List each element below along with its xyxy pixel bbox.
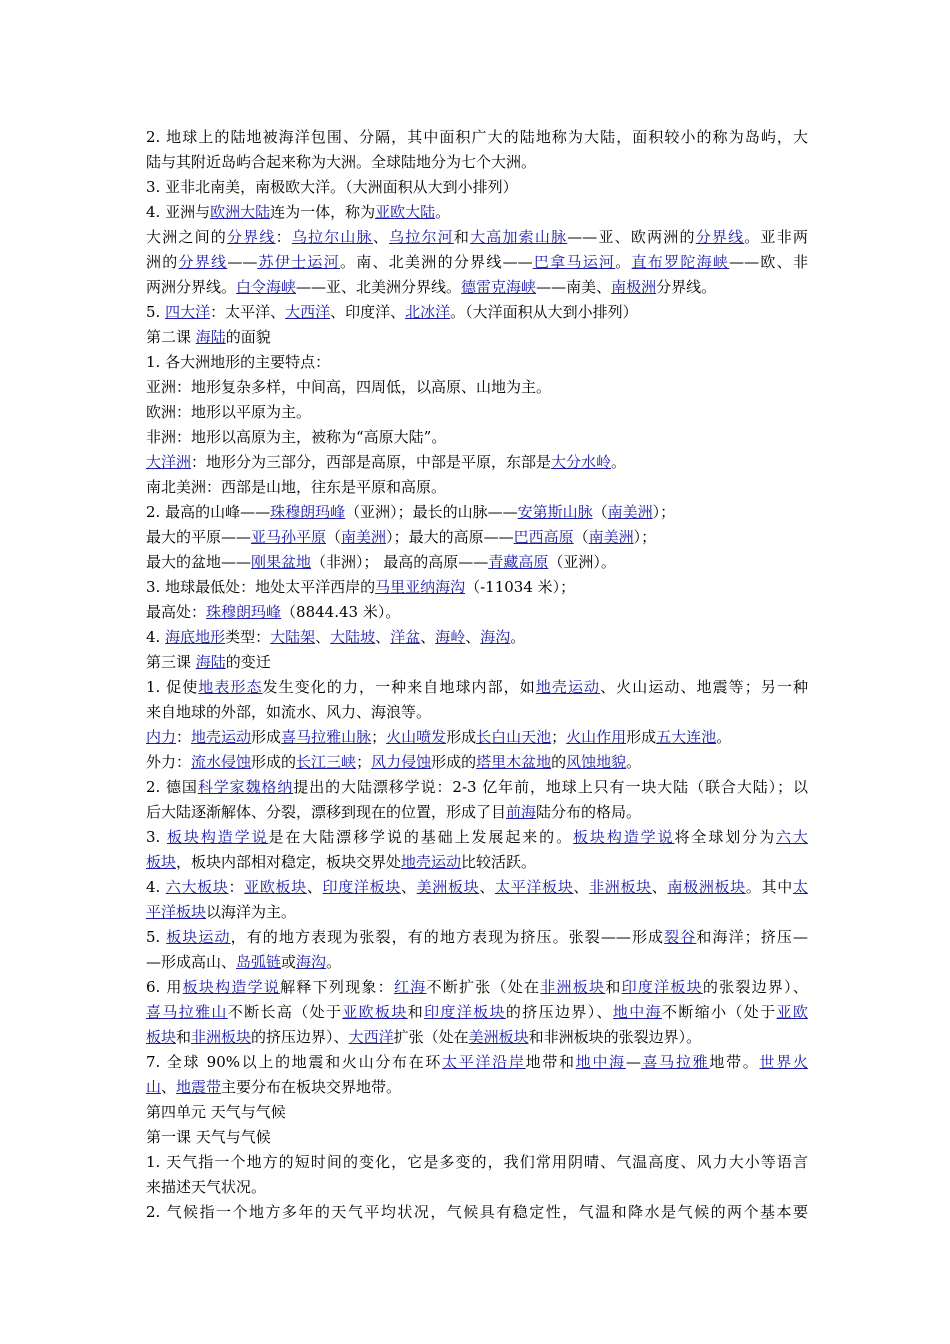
text-span: 。（大洋面积从大到小排列） [450, 303, 638, 321]
text-span: 2. 地球上的陆地被海洋包围、分隔，其中面积广大的陆地称为大陆，面积较小的称为岛屿，大 [146, 128, 808, 146]
text-span: ：太平洋、 [210, 303, 286, 321]
hyperlink[interactable]: 地壳运动 [191, 728, 252, 746]
hyperlink[interactable]: 地壳运动 [535, 678, 601, 696]
hyperlink[interactable]: 美洲板块 [468, 1028, 529, 1046]
text-span: 陆与其附近岛屿合起来称为大洲。全球陆地分为七个大洲。 [146, 153, 537, 171]
hyperlink[interactable]: 北冰洋 [405, 303, 451, 321]
text-span: 2. 气候指一个地方多年的天气平均状况，气候具有稳定性，气温和降水是气候的两个基本要 [146, 1203, 808, 1221]
text-span: ）； [652, 503, 676, 521]
text-span: 1. 促使 [146, 678, 199, 696]
text-line [146, 900, 808, 925]
text-line [146, 700, 808, 725]
hyperlink[interactable]: 山 [146, 1078, 162, 1096]
text-span: 。 [326, 953, 342, 971]
text-span: ； [551, 728, 567, 746]
text-span: 亚洲：地形复杂多样，中间高，四周低，以高原、山地为主。 [146, 378, 552, 396]
text-span: —形成高山、 [146, 953, 237, 971]
text-span: 。 [716, 728, 732, 746]
hyperlink[interactable]: 六大 [776, 828, 808, 846]
text-span: 、火山运动、地震等；另一种 [600, 678, 808, 696]
text-line [146, 1150, 808, 1175]
hyperlink[interactable]: 美洲板块 [416, 878, 480, 896]
text-line [146, 725, 808, 750]
hyperlink[interactable]: 风蚀地貌 [566, 753, 627, 771]
hyperlink[interactable]: 印度洋板块 [424, 1003, 506, 1021]
text-span: （ [326, 528, 342, 546]
text-span: 第三课 [146, 653, 196, 671]
hyperlink[interactable]: 裂谷 [664, 928, 697, 946]
hyperlink[interactable]: 喜马拉雅山 [146, 1003, 228, 1021]
text-span: 类型： [225, 628, 271, 646]
text-span: 和海洋；挤压— [696, 928, 808, 946]
text-span: 分界线。 [656, 278, 717, 296]
text-span: 陆分布的格局。 [536, 803, 642, 821]
hyperlink[interactable]: 海陆 [195, 328, 226, 346]
document-page [146, 125, 808, 1225]
text-span: 洲的 [146, 253, 179, 271]
text-span: 和 [176, 1028, 192, 1046]
text-span: （亚洲）。 [548, 553, 616, 571]
text-span: 形成的 [251, 753, 297, 771]
text-span: 主要分布在板块交界地带。 [221, 1078, 402, 1096]
text-line [146, 500, 808, 525]
hyperlink[interactable]: 长江三峡 [296, 753, 357, 771]
text-span: — [625, 1053, 641, 1071]
text-span: 非洲：地形以高原为主，被称为“高原大陆”。 [146, 428, 447, 446]
text-line [146, 875, 808, 900]
text-span: 形成 [446, 728, 477, 746]
text-span: ； [356, 753, 372, 771]
text-span: 提出的大陆漂移学说：2-3 亿年前，地球上只有一块大陆（联合大陆）；以 [293, 778, 808, 796]
text-span: ）； [633, 528, 657, 546]
text-span: 后大陆逐渐解体、分裂，漂移到现在的位置，形成了目 [146, 803, 507, 821]
text-span: 以海洋为主。 [206, 903, 297, 921]
text-span: 发生变化的力，一种来自地球内部，如 [262, 678, 536, 696]
text-line [146, 525, 808, 550]
hyperlink[interactable]: 洋盆 [390, 628, 421, 646]
hyperlink[interactable]: 分界线 [695, 228, 745, 246]
hyperlink[interactable]: 海沟 [480, 628, 511, 646]
text-span: 南北美洲：西部是山地，往东是平原和高原。 [146, 478, 447, 496]
text-span: 的面貌 [225, 328, 271, 346]
hyperlink[interactable]: 世界火 [759, 1053, 808, 1071]
text-span: 连为一体，称为 [270, 203, 376, 221]
text-span: 外力： [146, 753, 192, 771]
hyperlink[interactable]: 海岭 [435, 628, 466, 646]
text-span: 、 [161, 1078, 177, 1096]
hyperlink[interactable]: 南极洲 [611, 278, 657, 296]
hyperlink[interactable]: 喜马拉雅 [640, 1053, 710, 1071]
hyperlink[interactable]: 太平洋板块 [495, 878, 574, 896]
hyperlink[interactable]: 火山作用 [566, 728, 627, 746]
text-line [146, 1050, 808, 1075]
text-span: ——亚、北美洲分界线。 [296, 278, 462, 296]
text-line [146, 150, 808, 175]
hyperlink[interactable]: 平洋板块 [146, 903, 207, 921]
text-span: 4. [146, 878, 166, 896]
text-span: 6. 用 [146, 978, 183, 996]
text-span: 5. [146, 303, 166, 321]
hyperlink[interactable]: 流水侵蚀 [191, 753, 252, 771]
text-span: 第二课 [146, 328, 196, 346]
text-line [146, 125, 808, 150]
hyperlink[interactable]: 板块构造学说 [573, 828, 675, 846]
hyperlink[interactable]: 亚欧板块 [244, 878, 307, 896]
text-line [146, 1075, 808, 1100]
hyperlink[interactable]: 海底地形 [165, 628, 226, 646]
text-line [146, 400, 808, 425]
text-span: 的张裂边界）、 [702, 978, 808, 996]
hyperlink[interactable]: 亚欧 [776, 1003, 808, 1021]
text-span: ，板块内部相对稳定，板块交界处 [176, 853, 402, 871]
hyperlink[interactable]: 南美洲 [607, 503, 653, 521]
text-line [146, 1000, 808, 1025]
text-line [146, 475, 808, 500]
hyperlink[interactable]: 南美洲 [588, 528, 634, 546]
text-span: 形成 [251, 728, 282, 746]
text-span: 1. 各大洲地形的主要特点： [146, 353, 331, 371]
hyperlink[interactable]: 红海 [393, 978, 427, 996]
text-span: 。 [510, 628, 526, 646]
text-span: 不断缩小（处于 [662, 1003, 777, 1021]
hyperlink[interactable]: 板块构造学说 [167, 828, 269, 846]
hyperlink[interactable]: 大陆坡 [330, 628, 376, 646]
hyperlink[interactable]: 德雷克海峡 [461, 278, 537, 296]
hyperlink[interactable]: 海陆 [195, 653, 226, 671]
hyperlink[interactable]: 非洲板块 [540, 978, 606, 996]
text-span: 。南、北美洲的分界线—— [339, 253, 533, 271]
text-span: 来自地球的外部，如流水、风力、海浪等。 [146, 703, 432, 721]
hyperlink[interactable]: 乌拉尔山脉 [291, 228, 373, 246]
hyperlink[interactable]: 地壳运动 [401, 853, 462, 871]
hyperlink[interactable]: 地中海 [575, 1053, 626, 1071]
text-span: 和非洲板块的张裂边界）。 [528, 1028, 702, 1046]
hyperlink[interactable]: 亚马孙平原 [251, 528, 327, 546]
hyperlink[interactable]: 火山喷发 [386, 728, 447, 746]
text-line [146, 650, 808, 675]
hyperlink[interactable]: 南极洲板块 [667, 878, 746, 896]
text-span: 4. 亚洲与 [146, 203, 211, 221]
text-line [146, 350, 808, 375]
hyperlink[interactable]: 巴拿马运河 [532, 253, 616, 271]
hyperlink[interactable]: 塔里木盆地 [476, 753, 552, 771]
hyperlink[interactable]: 太平洋沿岸 [442, 1053, 526, 1071]
hyperlink[interactable]: 五大连池 [656, 728, 717, 746]
text-span: 。 [435, 203, 451, 221]
hyperlink[interactable]: 内力 [146, 728, 177, 746]
text-span: ——欧、非 [729, 253, 808, 271]
hyperlink[interactable]: 苏伊士运河 [257, 253, 340, 271]
hyperlink[interactable]: 海沟 [296, 953, 327, 971]
hyperlink[interactable]: 板块 [146, 1028, 177, 1046]
text-line [146, 250, 808, 275]
text-span: 第一课 天气与气候 [146, 1128, 271, 1146]
text-span: 和 [407, 1003, 425, 1021]
text-span: 的挤压边界）、 [505, 1003, 613, 1021]
text-span: 4. [146, 628, 166, 646]
text-span: 。亚非两 [744, 228, 808, 246]
text-span: （-11034 米）； [465, 578, 576, 596]
text-span: 将全球划分为 [674, 828, 776, 846]
text-line [146, 575, 808, 600]
hyperlink[interactable]: 欧洲大陆 [210, 203, 271, 221]
hyperlink[interactable]: 珠穆朗玛峰 [206, 603, 282, 621]
text-span: ——南美、 [536, 278, 612, 296]
text-line [146, 1125, 808, 1150]
hyperlink[interactable]: 南美洲 [341, 528, 387, 546]
hyperlink[interactable]: 分界线 [227, 228, 276, 246]
text-span: ——亚、欧两洲的 [567, 228, 696, 246]
text-span: 形成的 [431, 753, 477, 771]
text-span: 解释下列现象： [280, 978, 394, 996]
text-span: ）；最大的高原—— [386, 528, 514, 546]
text-span: 、 [375, 628, 391, 646]
hyperlink[interactable]: 六大板块 [165, 878, 229, 896]
hyperlink[interactable]: 印度洋板块 [621, 978, 703, 996]
hyperlink[interactable]: 非洲板块 [191, 1028, 252, 1046]
hyperlink[interactable]: 地中海 [612, 1003, 662, 1021]
hyperlink[interactable]: 板块 [146, 853, 177, 871]
hyperlink[interactable]: 青藏高原 [488, 553, 549, 571]
hyperlink[interactable]: 四大洋 [165, 303, 211, 321]
hyperlink[interactable]: 白令海峡 [236, 278, 297, 296]
text-span: 欧洲：地形以平原为主。 [146, 403, 312, 421]
text-span: 的挤压边界）、 [251, 1028, 349, 1046]
text-span: 的变迁 [225, 653, 271, 671]
text-line [146, 625, 808, 650]
text-span: 、 [651, 878, 668, 896]
hyperlink[interactable]: 科学家魏格纳 [197, 778, 294, 796]
text-span: ； [371, 728, 387, 746]
text-span: —— [227, 253, 258, 271]
hyperlink[interactable]: 刚果盆地 [251, 553, 312, 571]
hyperlink[interactable]: 分界线 [178, 253, 228, 271]
text-span: ，有的地方表现为张裂，有的地方表现为挤压。张裂——形成 [230, 928, 665, 946]
text-span: ： [176, 728, 192, 746]
text-span: 5. [146, 928, 167, 946]
text-span: 。 [615, 253, 632, 271]
text-span: 7. 全球 90%以上的地震和火山分布在环 [146, 1053, 443, 1071]
text-span: 的 [551, 753, 567, 771]
text-line [146, 750, 808, 775]
hyperlink[interactable]: 前海 [506, 803, 537, 821]
text-span: 、 [306, 878, 323, 896]
text-line [146, 175, 808, 200]
text-span: 3. 地球最低处：地处太平洋西岸的 [146, 578, 376, 596]
text-span: 、 [573, 878, 590, 896]
text-span: 3. [146, 828, 167, 846]
text-line [146, 200, 808, 225]
text-line [146, 950, 808, 975]
text-span: 第四单元 天气与气候 [146, 1103, 286, 1121]
text-span: 不断长高（处于 [227, 1003, 343, 1021]
text-line [146, 300, 808, 325]
hyperlink[interactable]: 珠穆朗玛峰 [270, 503, 346, 521]
text-span: 2. 德国 [146, 778, 198, 796]
hyperlink[interactable]: 亚欧大陆 [375, 203, 436, 221]
text-span: 最大的平原—— [146, 528, 252, 546]
hyperlink[interactable]: 太 [792, 878, 808, 896]
hyperlink[interactable]: 大陆架 [270, 628, 316, 646]
hyperlink[interactable]: 风力侵蚀 [371, 753, 432, 771]
hyperlink[interactable]: 地表形态 [198, 678, 263, 696]
text-line [146, 675, 808, 700]
text-line [146, 325, 808, 350]
text-line [146, 450, 808, 475]
hyperlink[interactable]: 大西洋 [348, 1028, 394, 1046]
text-span: （ [573, 528, 589, 546]
text-span: 是在大陆漂移学说的基础上发展起来的。 [268, 828, 573, 846]
text-span: 最高处： [146, 603, 207, 621]
hyperlink[interactable]: 马里亚纳海沟 [375, 578, 466, 596]
hyperlink[interactable]: 大高加索山脉 [470, 228, 568, 246]
text-span: 扩张（处在 [393, 1028, 469, 1046]
text-line [146, 800, 808, 825]
text-span: （亚洲）；最长的山脉—— [345, 503, 518, 521]
hyperlink[interactable]: 大西洋 [285, 303, 331, 321]
text-span: 、 [372, 228, 390, 246]
hyperlink[interactable]: 板块运动 [166, 928, 231, 946]
text-line [146, 425, 808, 450]
text-line [146, 850, 808, 875]
text-span: 形成 [626, 728, 657, 746]
hyperlink[interactable]: 板块构造学说 [182, 978, 281, 996]
text-line [146, 1025, 808, 1050]
text-span: 、 [465, 628, 481, 646]
text-line [146, 1100, 808, 1125]
text-line [146, 825, 808, 850]
text-span: 和 [605, 978, 622, 996]
text-span: ： [228, 878, 245, 896]
text-span: 、 [479, 878, 496, 896]
text-span: ： [275, 228, 292, 246]
text-span: 地带和 [525, 1053, 576, 1071]
text-span: 比较活跃。 [461, 853, 537, 871]
hyperlink[interactable]: 非洲板块 [589, 878, 652, 896]
text-line [146, 600, 808, 625]
text-span: 最大的盆地—— [146, 553, 252, 571]
text-span: 地带。 [709, 1053, 760, 1071]
text-span: 1. 天气指一个地方的短时间的变化，它是多变的，我们常用阴晴、气温高度、风力大小等语言 [146, 1153, 808, 1171]
hyperlink[interactable]: 印度洋板块 [322, 878, 401, 896]
text-span: ：地形分为三部分，西部是高原，中部是平原，东部是 [191, 453, 552, 471]
text-line [146, 375, 808, 400]
text-span: 或 [281, 953, 297, 971]
text-span: 、印度洋、 [330, 303, 406, 321]
hyperlink[interactable]: 岛弧链 [236, 953, 282, 971]
text-span: 、 [420, 628, 436, 646]
text-line [146, 550, 808, 575]
text-span: 不断扩张（处在 [426, 978, 541, 996]
text-span: 2. 最高的山峰—— [146, 503, 271, 521]
hyperlink[interactable]: 乌拉尔河 [389, 228, 454, 246]
text-line [146, 775, 808, 800]
hyperlink[interactable]: 喜马拉雅山脉 [281, 728, 372, 746]
text-span: 。其中 [745, 878, 793, 896]
text-span: 两洲分界线。 [146, 278, 237, 296]
hyperlink[interactable]: 安第斯山脉 [517, 503, 593, 521]
hyperlink[interactable]: 直布罗陀海峡 [631, 253, 730, 271]
text-span: （8844.43 米）。 [281, 603, 401, 621]
text-line [146, 925, 808, 950]
text-span: 。 [626, 753, 642, 771]
text-line [146, 275, 808, 300]
hyperlink[interactable]: 长白山天池 [476, 728, 552, 746]
text-span: （非洲）； 最高的高原—— [311, 553, 489, 571]
hyperlink[interactable]: 亚欧板块 [342, 1003, 408, 1021]
text-span: 。 [611, 453, 627, 471]
text-span: 和 [453, 228, 471, 246]
text-line [146, 225, 808, 250]
text-line [146, 975, 808, 1000]
text-span: 来描述天气状况。 [146, 1178, 267, 1196]
hyperlink[interactable]: 巴西高原 [513, 528, 574, 546]
text-line [146, 1175, 808, 1200]
text-span: 3. 亚非北南美，南极欧大洋。（大洲面积从大到小排列） [146, 178, 518, 196]
text-span: 大洲之间的 [146, 228, 228, 246]
hyperlink[interactable]: 大洋洲 [146, 453, 192, 471]
text-span: 、 [315, 628, 331, 646]
hyperlink[interactable]: 地震带 [176, 1078, 222, 1096]
text-line [146, 1200, 808, 1225]
text-span: 、 [400, 878, 417, 896]
hyperlink[interactable]: 大分水岭 [551, 453, 612, 471]
text-span: （ [592, 503, 608, 521]
